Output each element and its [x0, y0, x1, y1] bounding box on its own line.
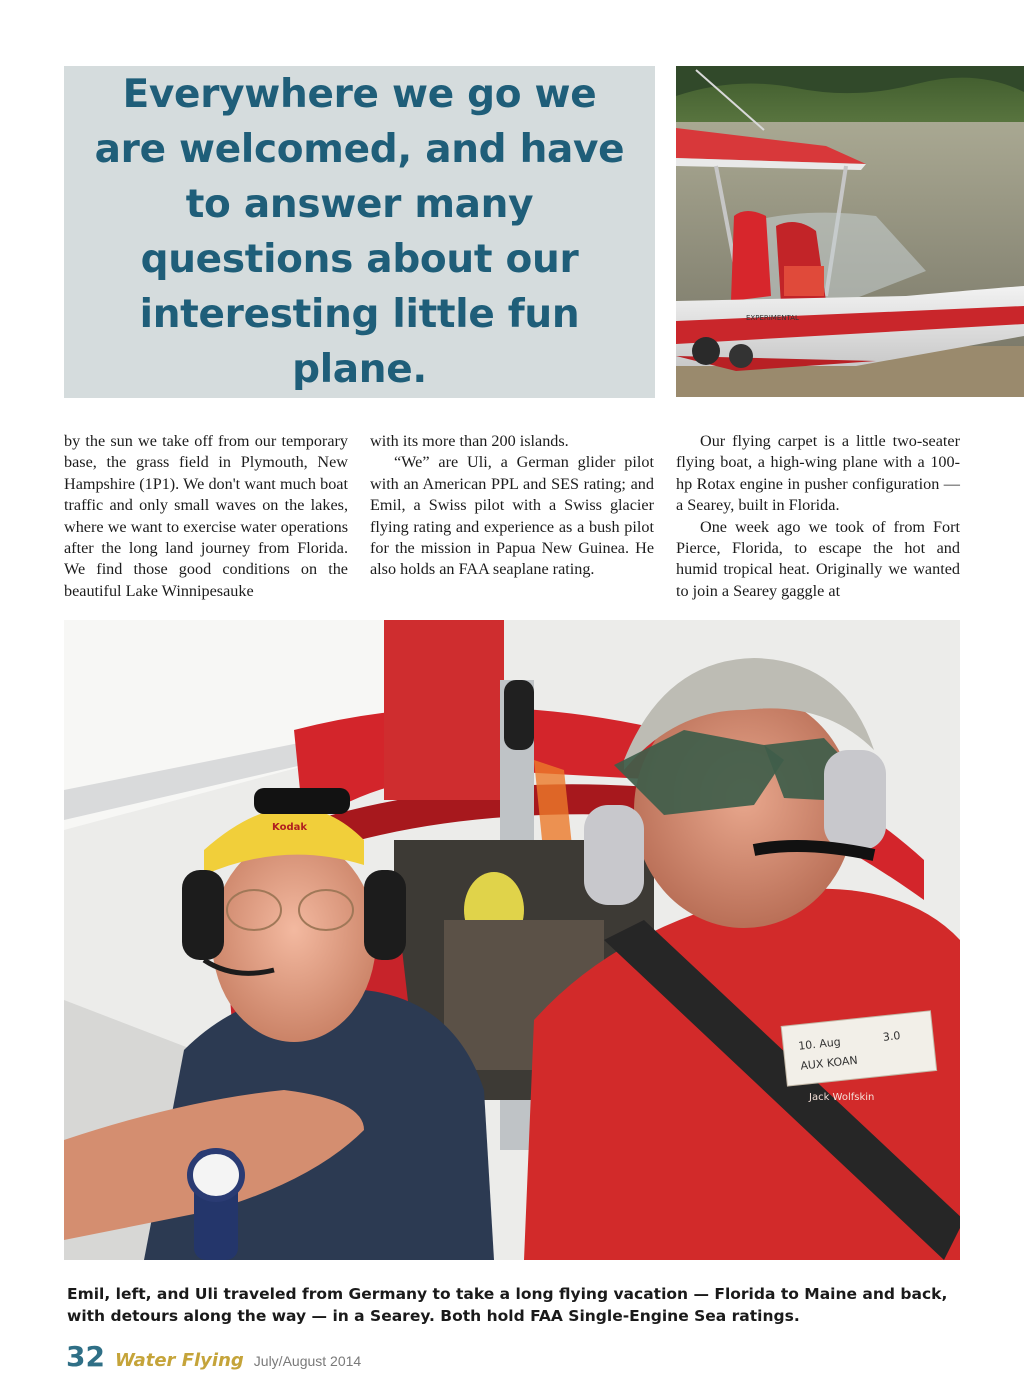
shirt-logo-text: Jack Wolfskin: [809, 1092, 875, 1103]
plane-on-beach-photo: [676, 66, 1024, 397]
body-column-1: [64, 431, 348, 602]
paragraph: with its more than 200 islands.: [370, 432, 569, 450]
page-footer: [66, 1340, 361, 1380]
paragraph: by the sun we take off from our temporary base, the grass field in Plymouth, New Hampshire (1P1). We don't want much boat traffic and only small waves on the lakes, where we want to exercise water operations after the long land journey from Florida. We find those good conditions on the beautiful Lake Winnipesauke: [64, 432, 348, 600]
paragraph: Our flying carpet is a little two-seater flying boat, a high-wing plane with a 100-hp Rotax engine in pusher configuration — a Searey, built in Florida.: [676, 432, 960, 515]
photo-caption: Emil, left, and Uli traveled from Germany to take a long flying vacation — Florida to Maine and back, with detours along the way — in a Searey. Both hold FAA Single-Engine Sea ratings.: [67, 1285, 948, 1325]
paragraph: “We” are Uli, a German glider pilot with an American PPL and SES rating; and Emil, a Swiss pilot with a Swiss glacier flying rating and experience as a bush pilot for the mission in Papua New Guinea. He also holds an FAA seaplane rating.: [370, 453, 654, 579]
paragraph: One week ago we took of from Fort Pierce, Florida, to escape the hot and humid tropical heat. Originally we wanted to join a Searey gaggle at: [676, 517, 960, 600]
name-tag-line-2: 3.0: [882, 1029, 901, 1044]
page-number: 32: [66, 1340, 105, 1373]
name-tag-line-3: AUX KOAN: [799, 1053, 859, 1073]
name-tag-line-1: 10. Aug: [797, 1035, 842, 1053]
pull-quote-box: [64, 66, 655, 398]
hull-lettering: EXPERIMENTAL: [746, 314, 799, 322]
body-column-2: [370, 431, 654, 581]
pull-quote-text: Everywhere we go we are welcomed, and have to answer many questions about our interesting little fun plane.: [94, 72, 625, 392]
issue-date: July/August 2014: [253, 1353, 362, 1369]
cap-logo-text: Kodak: [272, 822, 307, 833]
pilots-cockpit-photo: [64, 620, 960, 1260]
plane-on-beach-illustration: [676, 66, 1024, 397]
pilots-cockpit-illustration: [64, 620, 960, 1260]
body-column-3: [676, 431, 960, 602]
magazine-title: Water Flying: [114, 1350, 244, 1371]
